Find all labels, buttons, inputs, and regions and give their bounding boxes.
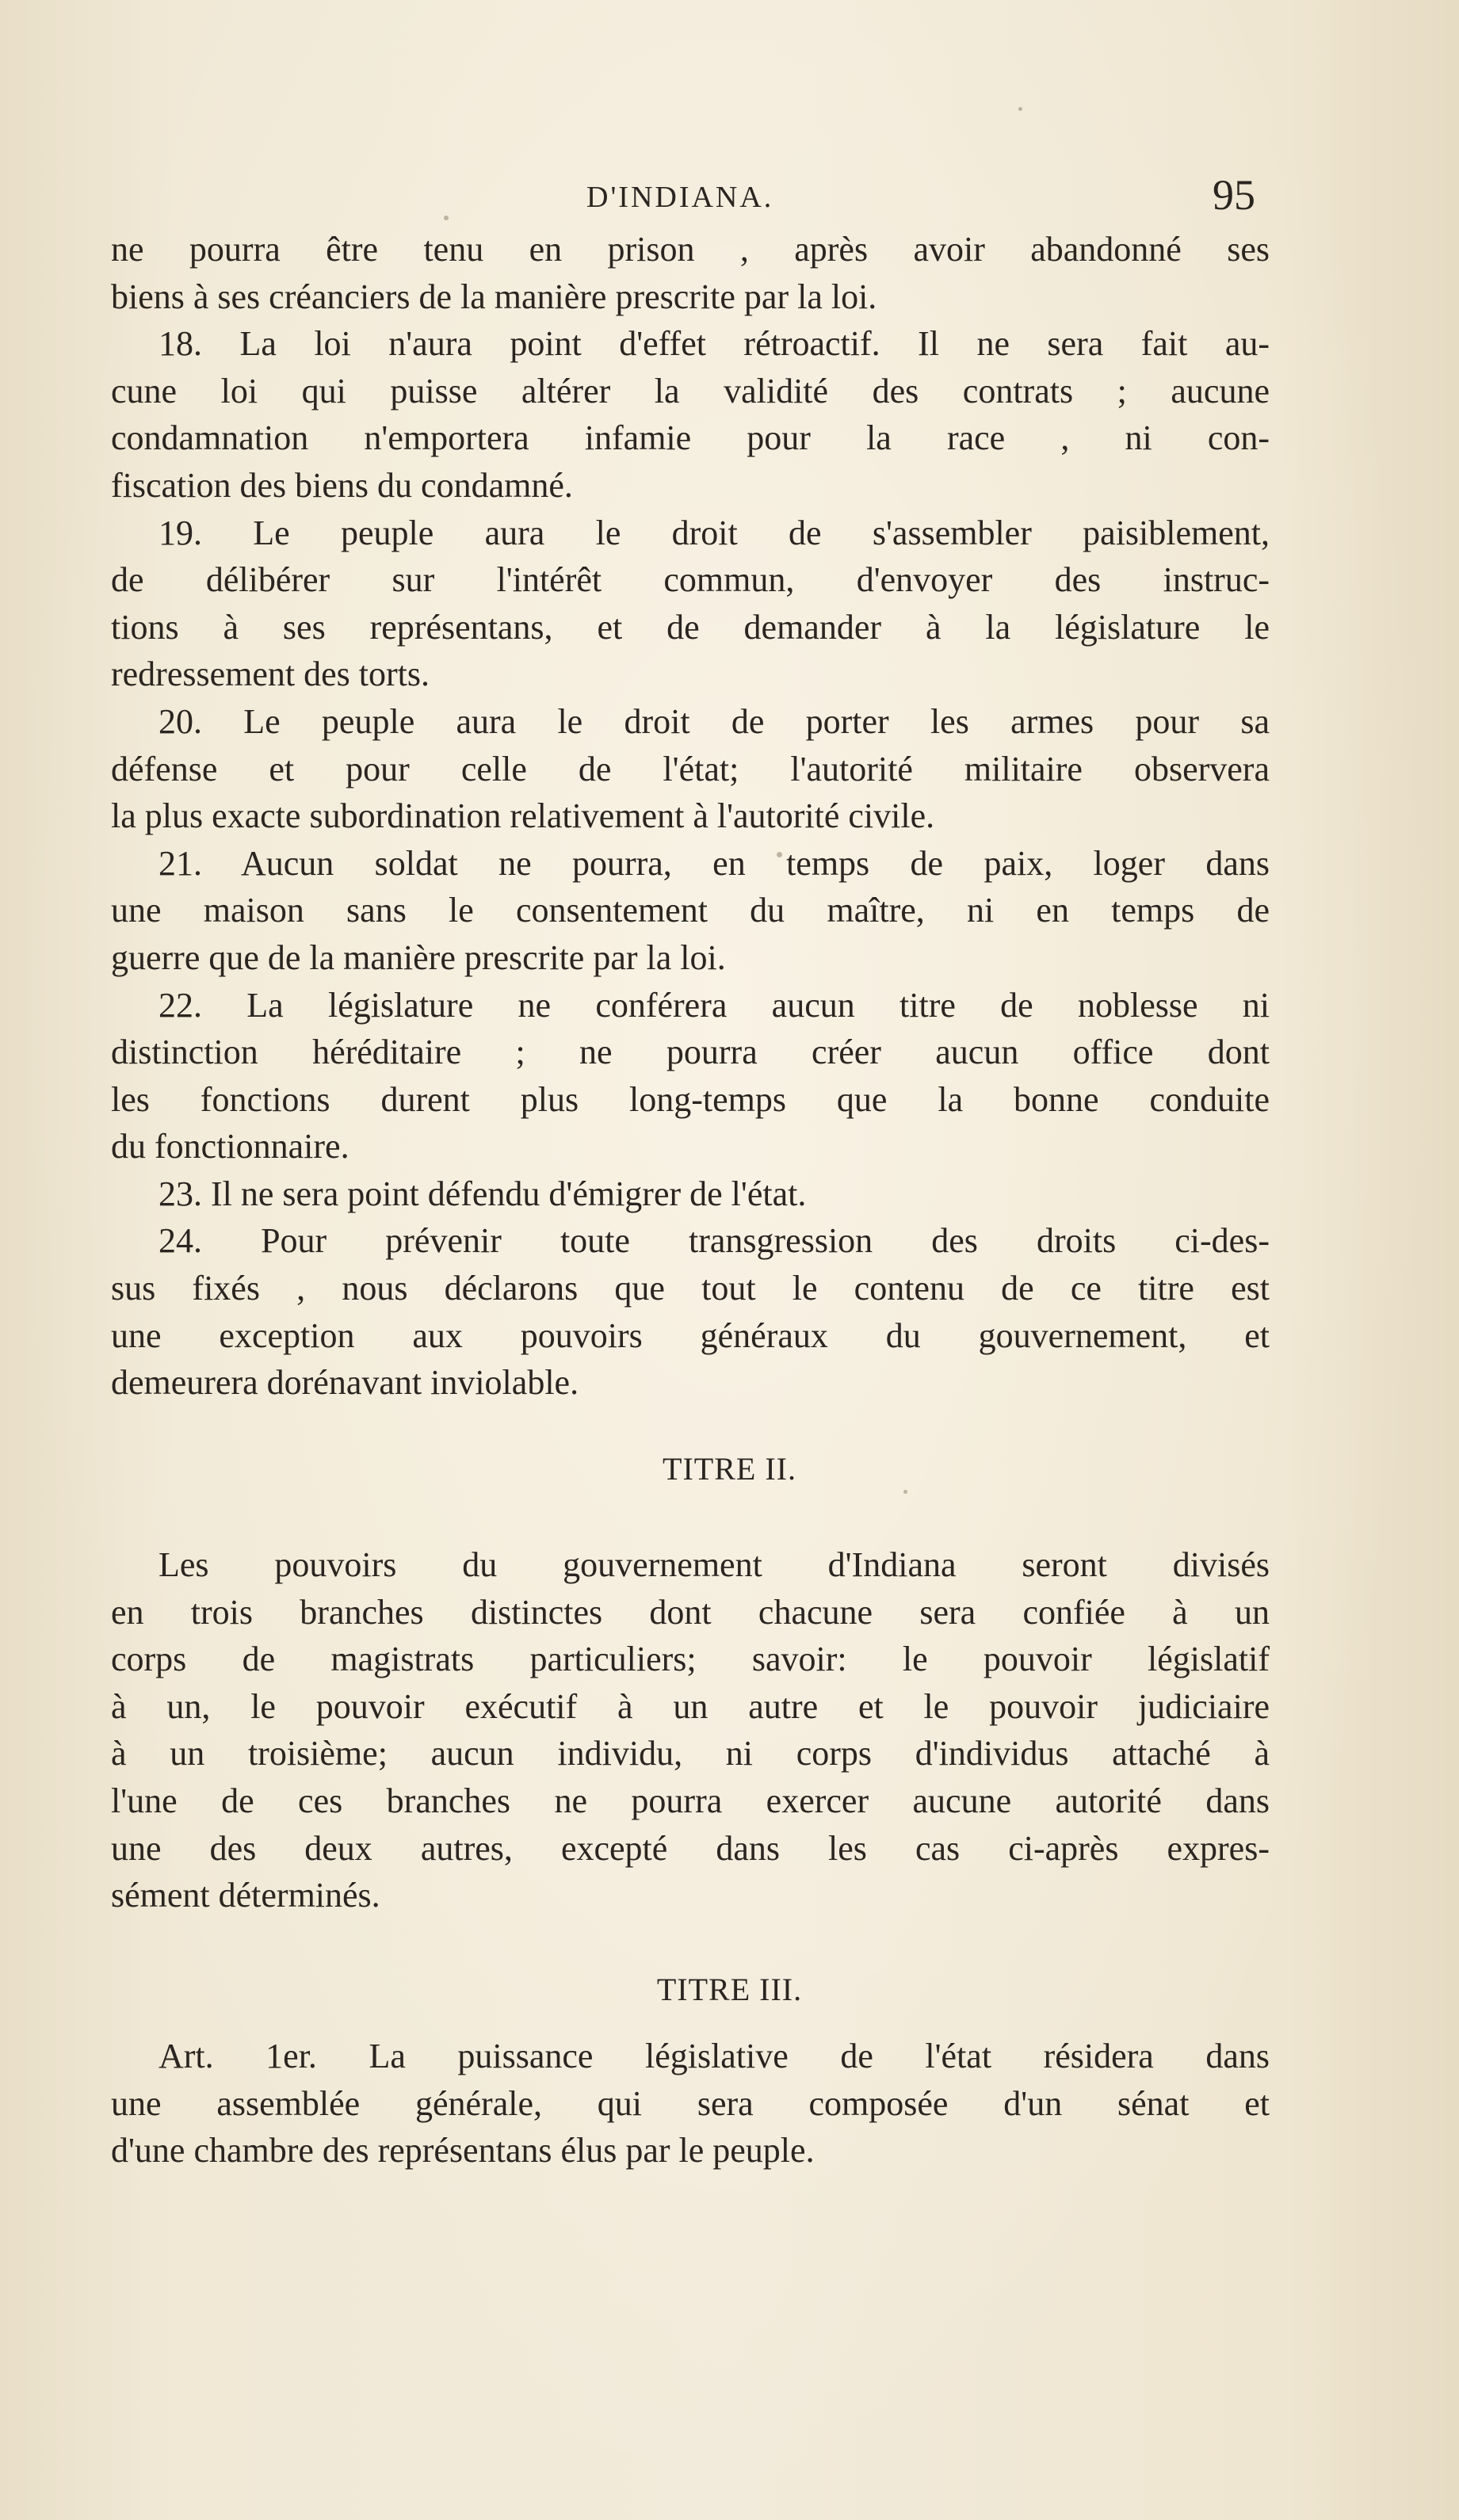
titre-2-line: en trois branches distinctes dont chacune sera confiée à un (111, 1592, 1270, 1632)
text-line: demeurera dorénavant inviolable. (111, 1363, 579, 1403)
titre-3-line: d'une chambre des représentans élus par le peuple. (111, 2131, 815, 2171)
text-line: une maison sans le consentement du maître, ni en temps de (111, 891, 1270, 930)
text-line: tions à ses représentans, et de demander à la législature le (111, 607, 1270, 647)
paper-speck (903, 1490, 907, 1494)
titre-3-heading: TITRE III. (656, 1972, 803, 2007)
page-number: 95 (1213, 171, 1255, 219)
text-line: cune loi qui puisse altérer la validité des contrats ; aucune (111, 371, 1270, 410)
text-line: 22. La législature ne conférera aucun titre de noblesse ni (159, 985, 1270, 1025)
text-line: de délibérer sur l'intérêt commun, d'envoyer des instruc- (111, 560, 1270, 600)
text-line: distinction héréditaire ; ne pourra créer aucun office dont (111, 1033, 1270, 1072)
text-line: 18. La loi n'aura point d'effet rétroactif. Il ne sera fait au- (159, 324, 1270, 364)
titre-2-line: à un troisième; aucun individu, ni corps d'individus attaché à (111, 1734, 1270, 1774)
text-line: 19. Le peuple aura le droit de s'assembler paisiblement, (159, 513, 1270, 552)
titre-2-text (111, 1541, 1270, 1919)
titre-2-line: l'une de ces branches ne pourra exercer aucune autorité dans (111, 1781, 1270, 1820)
text-line: 24. Pour prévenir toute transgression des droits ci-des- (159, 1221, 1270, 1261)
text-line: ne pourra être tenu en prison , après avoir abandonné ses (111, 230, 1270, 269)
text-line: sus fixés , nous déclarons que tout le contenu de ce titre est (111, 1269, 1270, 1308)
running-title: D'INDIANA. (586, 181, 774, 214)
paper-speck (1018, 107, 1022, 111)
titre-3-text (111, 2033, 1270, 2174)
text-line: défense et pour celle de l'état; l'autorité militaire observera (111, 749, 1270, 788)
text-line: fiscation des biens du condamné. (111, 465, 573, 505)
titre-2-line: corps de magistrats particuliers; savoir: le pouvoir législatif (111, 1640, 1270, 1679)
titre-3-line: une assemblée générale, qui sera composée d'un sénat et (111, 2083, 1270, 2123)
paper-speck (777, 852, 782, 857)
text-line: redressement des torts. (111, 655, 430, 694)
text-line: 21. Aucun soldat ne pourra, en temps de paix, loger dans (159, 843, 1270, 883)
text-line: 23. Il ne sera point défendu d'émigrer de l'état. (159, 1174, 807, 1213)
text-line: les fonctions durent plus long-temps que la bonne conduite (111, 1079, 1270, 1119)
running-head (0, 162, 1459, 219)
text-line: une exception aux pouvoirs généraux du gouvernement, et (111, 1315, 1270, 1355)
titre-2-line: à un, le pouvoir exécutif à un autre et le pouvoir judiciaire (111, 1686, 1270, 1726)
titre-2-heading: TITRE II. (663, 1451, 796, 1487)
titre-2-line: Les pouvoirs du gouvernement d'Indiana seront divisés (159, 1545, 1270, 1584)
paper-speck (444, 216, 449, 220)
titre-3-line: Art. 1er. La puissance législative de l'état résidera dans (159, 2037, 1270, 2075)
text-line: du fonctionnaire. (111, 1127, 349, 1166)
text-line: biens à ses créanciers de la manière prescrite par la loi. (111, 277, 877, 316)
titre-2-line: une des deux autres, excepté dans les cas ci-après expres- (111, 1828, 1270, 1868)
text-line: guerre que de la manière prescrite par la loi. (111, 937, 726, 977)
text-line: 20. Le peuple aura le droit de porter les armes pour sa (159, 701, 1270, 741)
articles-text-block (111, 226, 1270, 1407)
text-line: condamnation n'emportera infamie pour la race , ni con- (111, 418, 1270, 458)
text-line: la plus exacte subordination relativement à l'autorité civile. (111, 796, 935, 836)
titre-2-line: sément déterminés. (111, 1876, 380, 1915)
